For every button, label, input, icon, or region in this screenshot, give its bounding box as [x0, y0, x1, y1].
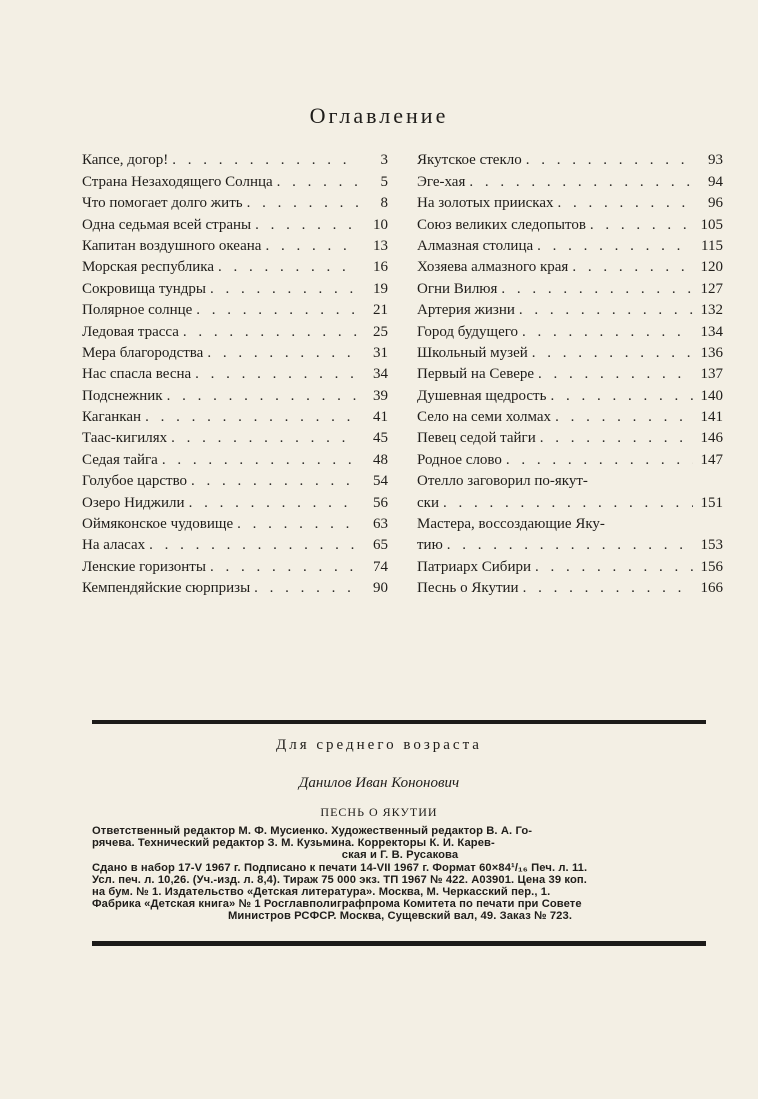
toc-entry	[82, 556, 388, 577]
toc-entry-title: Первый на Севере	[417, 366, 535, 383]
toc-leader-dots	[526, 150, 693, 171]
toc-entry	[417, 300, 723, 321]
toc-entry-title: Мастера, воссоздающие Яку-	[417, 516, 605, 533]
toc-entry	[417, 257, 723, 278]
imprint-author: Данилов Иван Кононович	[298, 775, 460, 791]
toc-leader-dots	[255, 215, 358, 236]
toc-leader-dots	[247, 193, 358, 214]
toc-leader-dots	[519, 300, 693, 321]
toc-leader-dots	[172, 150, 358, 171]
toc-leader-dots	[171, 428, 358, 449]
toc-entry-title: Страна Незаходящего Солнца	[82, 173, 273, 190]
toc-entry	[82, 321, 388, 342]
toc-leader-dots	[550, 386, 693, 407]
toc-entry-title: Капсе, догор!	[82, 152, 169, 169]
toc-leader-dots	[277, 172, 358, 193]
toc-entry	[82, 449, 388, 470]
separator-rule-top	[92, 720, 706, 724]
toc-entry	[417, 343, 723, 364]
toc-entry-page: 96	[708, 195, 723, 212]
toc-entry	[417, 556, 723, 577]
toc-leader-dots	[149, 535, 358, 556]
toc-leader-dots	[218, 257, 358, 278]
toc-entry	[82, 193, 388, 214]
toc-entry-page: 90	[373, 580, 388, 597]
imprint-line: на бум. № 1. Издательство «Детская литература». Москва, М. Черкасский пер., 1.	[92, 886, 551, 899]
toc-entry-title: Полярное солнце	[82, 302, 193, 319]
toc-entry-page: 127	[700, 280, 723, 297]
toc-entry-title: Артерия жизни	[417, 302, 515, 319]
toc-entry-title: Седая тайга	[82, 451, 158, 468]
toc-entry-title: Что помогает долго жить	[82, 195, 243, 212]
toc-leader-dots	[558, 193, 693, 214]
toc-entry-page: 140	[700, 387, 723, 404]
toc-leader-dots	[506, 450, 693, 471]
toc-entry-page: 153	[700, 537, 723, 554]
toc-leader-dots	[538, 364, 693, 385]
toc-entry	[82, 385, 388, 406]
toc-entry-title: Голубое царство	[82, 473, 188, 490]
toc-entry-title: Таас-кигилях	[82, 430, 168, 447]
toc-leader-dots	[196, 300, 358, 321]
toc-entry-page: 19	[373, 280, 388, 297]
toc-leader-dots	[469, 172, 693, 193]
toc-entry-title: Одна седьмая всей страны	[82, 216, 252, 233]
imprint-line: Сдано в набор 17-V 1967 г. Подписано к печати 14-VII 1967 г. Формат 60×84¹/₁₆ Печ. л. 11.	[92, 861, 588, 874]
toc-leader-dots	[522, 322, 693, 343]
toc-entry	[82, 300, 388, 321]
toc-entry	[417, 214, 723, 235]
toc-leader-dots	[162, 450, 358, 471]
toc-leader-dots	[590, 215, 693, 236]
imprint-line: ская и Г. В. Русакова	[341, 849, 459, 862]
toc-entry-title: тию	[417, 537, 443, 554]
toc-entry	[417, 578, 723, 599]
imprint-line: Ответственный редактор М. Ф. Мусиенко. Художественный редактор В. А. Го-	[92, 825, 533, 837]
toc-entry-page: 10	[373, 216, 388, 233]
toc-entry	[82, 278, 388, 299]
toc-leader-dots	[210, 557, 358, 578]
toc-entry-title: Подснежник	[82, 387, 163, 404]
toc-entry-page: 8	[380, 195, 388, 212]
toc-entry	[417, 150, 723, 171]
toc-entry	[82, 236, 388, 257]
toc-entry-title: На аласах	[82, 537, 146, 554]
toc-entry-page: 136	[700, 344, 723, 361]
toc-leader-dots	[572, 257, 693, 278]
toc-entry-page: 21	[373, 302, 388, 319]
toc-entry	[417, 385, 723, 406]
imprint-line: Министров РСФСР. Москва, Сущевский вал, 49. Заказ № 723.	[227, 910, 573, 923]
toc-entry-page: 94	[708, 173, 723, 190]
toc-entry	[417, 278, 723, 299]
toc-entry-page: 74	[373, 558, 388, 575]
toc-leader-dots	[540, 428, 693, 449]
toc-entry	[82, 471, 388, 492]
toc-entry-page: 141	[700, 409, 723, 426]
toc-leader-dots	[537, 236, 693, 257]
toc-entry-title: Морская республика	[82, 259, 214, 276]
toc-leader-dots	[189, 493, 358, 514]
toc-entry	[82, 257, 388, 278]
toc-entry	[82, 535, 388, 556]
toc-entry-page: 25	[373, 323, 388, 340]
toc-entry	[417, 535, 723, 556]
toc-entry-title: Союз великих следопытов	[417, 216, 586, 233]
toc-leader-dots	[210, 279, 358, 300]
toc-entry-page: 31	[373, 344, 388, 361]
toc-entry-page: 3	[380, 152, 388, 169]
toc-entry-title: Сокровища тундры	[82, 280, 206, 297]
toc-leader-dots	[265, 236, 358, 257]
toc-entry	[82, 407, 388, 428]
toc-entry-page: 5	[380, 173, 388, 190]
toc-entry-page: 134	[700, 323, 723, 340]
toc-entry-page: 120	[700, 259, 723, 276]
toc-entry-title: Якутское стекло	[417, 152, 522, 169]
toc-leader-dots	[501, 279, 693, 300]
toc-entry-title: Алмазная столица	[417, 237, 534, 254]
toc-entry	[417, 321, 723, 342]
toc-entry-title: Ленские горизонты	[82, 558, 206, 575]
toc-entry-title: Каганкан	[82, 409, 142, 426]
toc-entry-page: 54	[373, 473, 388, 490]
toc-entry-page: 151	[700, 494, 723, 511]
toc-entry-title: Хозяева алмазного края	[417, 259, 569, 276]
toc-leader-dots	[207, 343, 358, 364]
toc-right-column	[417, 150, 723, 599]
toc-entry	[417, 171, 723, 192]
toc-leader-dots	[183, 322, 358, 343]
imprint-series: Для среднего возраста	[276, 737, 482, 753]
toc-entry-page: 105	[700, 216, 723, 233]
toc-entry	[82, 364, 388, 385]
toc-leader-dots	[191, 471, 358, 492]
toc-entry-page: 45	[373, 430, 388, 447]
toc-entry	[417, 428, 723, 449]
toc-entry-title: Город будущего	[417, 323, 519, 340]
imprint-details	[92, 825, 708, 923]
toc-entry-title: Школьный музей	[417, 344, 528, 361]
toc-entry-title: Кемпендяйские сюрпризы	[82, 580, 251, 597]
toc-entry-page: 147	[700, 451, 723, 468]
toc-entry-page: 16	[373, 259, 388, 276]
imprint-line: Фабрика «Детская книга» № 1 Росглавполиграфпрома Комитета по печати при Совете	[92, 898, 582, 911]
toc-entry-page: 65	[373, 537, 388, 554]
toc-entry-page: 56	[373, 494, 388, 511]
toc-leader-dots	[523, 578, 693, 599]
toc-entry	[82, 214, 388, 235]
toc-entry	[417, 193, 723, 214]
toc-entry-title: Родное слово	[417, 451, 502, 468]
toc-entry-title: Ледовая трасса	[82, 323, 179, 340]
toc-entry-page: 63	[373, 516, 388, 533]
toc-entry-page: 156	[700, 558, 723, 575]
toc-entry-title: На золотых приисках	[417, 195, 554, 212]
toc-leader-dots	[254, 578, 358, 599]
toc-entry	[417, 471, 723, 492]
toc-entry-page: 93	[708, 152, 723, 169]
imprint-book-title: ПЕСНЬ О ЯКУТИИ	[320, 805, 438, 819]
toc-entry	[417, 514, 723, 535]
toc-entry-page: 132	[700, 302, 723, 319]
toc-entry-page: 41	[373, 409, 388, 426]
toc-entry	[82, 343, 388, 364]
toc-entry-title: Певец седой тайги	[417, 430, 536, 447]
toc-entry-title: Песнь о Якутии	[417, 580, 519, 597]
toc-leader-dots	[443, 493, 693, 514]
toc-entry-page: 137	[700, 366, 723, 383]
toc-entry-title: Мера благородства	[82, 344, 204, 361]
toc-leader-dots	[145, 407, 358, 428]
toc-leader-dots	[167, 386, 358, 407]
toc-leader-dots	[195, 364, 358, 385]
toc-entry	[82, 492, 388, 513]
toc-entry	[82, 514, 388, 535]
toc-entry	[417, 449, 723, 470]
imprint-line: Усл. печ. л. 10,26. (Уч.-изд. л. 8,4). Тираж 75 000 экз. ТП 1967 № 422. А03901. Цена 39 коп.	[92, 873, 587, 886]
toc-entry-title: Патриарх Сибири	[417, 558, 531, 575]
toc-leader-dots	[555, 407, 693, 428]
toc-entry-title: Огни Вилюя	[417, 280, 498, 297]
toc-entry-page: 115	[701, 237, 723, 254]
toc-entry	[417, 364, 723, 385]
separator-rule-bottom	[92, 941, 706, 946]
toc-entry-page: 13	[373, 237, 388, 254]
toc-entry-page: 48	[373, 451, 388, 468]
toc-entry-page: 34	[373, 366, 388, 383]
toc-entry	[82, 150, 388, 171]
toc-entry-title: ски	[417, 494, 439, 511]
toc-entry-page: 146	[700, 430, 723, 447]
imprint-line: рячева. Технический редактор З. М. Кузьмина. Корректоры К. И. Карев-	[92, 837, 495, 850]
toc-entry	[417, 492, 723, 513]
toc-entry-title: Оймяконское чудовище	[82, 516, 234, 533]
toc-entry-page: 39	[373, 387, 388, 404]
toc-leader-dots	[532, 343, 693, 364]
toc-entry	[417, 407, 723, 428]
toc-left-column	[82, 150, 388, 599]
toc-entry-title: Село на семи холмах	[417, 409, 552, 426]
toc-entry-title: Душевная щедрость	[417, 387, 547, 404]
toc-entry-title: Эге-хая	[417, 173, 466, 190]
toc-leader-dots	[237, 514, 358, 535]
toc-leader-dots	[535, 557, 693, 578]
toc-entry	[82, 171, 388, 192]
page-title: Оглавление	[309, 103, 449, 128]
toc-entry-title: Нас спасла весна	[82, 366, 192, 383]
toc-entry	[417, 236, 723, 257]
toc-leader-dots	[447, 535, 693, 556]
toc-entry-title: Отелло заговорил по-якут-	[417, 473, 588, 490]
toc-entry-title: Капитан воздушного океана	[82, 237, 262, 254]
toc-entry-page: 166	[700, 580, 723, 597]
toc-entry-title: Озеро Ниджили	[82, 494, 185, 511]
toc-entry	[82, 578, 388, 599]
toc-entry	[82, 428, 388, 449]
